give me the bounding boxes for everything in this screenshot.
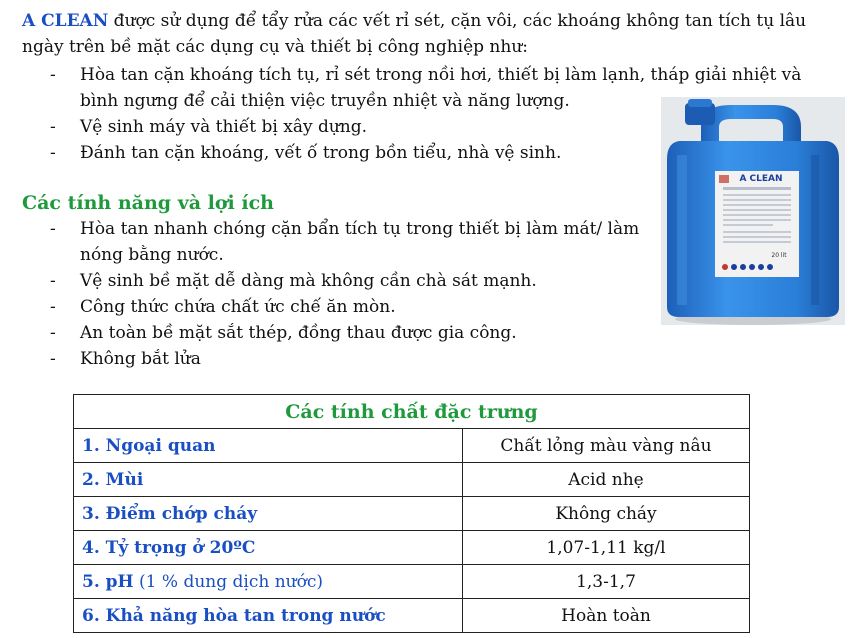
property-key: 1. Ngoại quan — [82, 435, 216, 456]
table-row — [74, 565, 750, 599]
property-key-extra: (1 % dung dịch nước) — [133, 571, 323, 592]
property-key: 5. pH — [82, 571, 134, 592]
brand-name: A CLEAN — [22, 11, 109, 31]
list-item: - Đánh tan cặn khoáng, vết ố trong bồn tiểu, nhà vệ sinh. — [22, 140, 812, 166]
property-value: Acid nhẹ — [463, 463, 750, 497]
table-row — [74, 531, 750, 565]
property-key: 3. Điểm chớp cháy — [82, 503, 258, 524]
table-row — [74, 497, 750, 531]
list-item: - Không bắt lửa — [22, 346, 652, 372]
table-header-row — [74, 395, 750, 429]
property-name — [74, 599, 463, 633]
property-value: 1,07-1,11 kg/l — [463, 531, 750, 565]
property-name — [74, 463, 463, 497]
property-name — [74, 531, 463, 565]
list-item: - An toàn bề mặt sắt thép, đồng thau được gia công. — [22, 320, 652, 346]
label-brand: A CLEAN — [739, 174, 783, 184]
property-name — [74, 429, 463, 463]
property-value: Hoàn toàn — [463, 599, 750, 633]
property-value: Chất lỏng màu vàng nâu — [463, 429, 750, 463]
intro-paragraph — [22, 8, 822, 60]
product-image — [661, 97, 845, 325]
list-item: - Vệ sinh bề mặt dễ dàng mà không cần chà sát mạnh. — [22, 268, 652, 294]
properties-table — [73, 394, 750, 633]
features-list — [22, 216, 652, 372]
property-name — [74, 565, 463, 599]
property-value: Không cháy — [463, 497, 750, 531]
list-item: - Vệ sinh máy và thiết bị xây dựng. — [22, 114, 812, 140]
list-item: - Công thức chứa chất ức chế ăn mòn. — [22, 294, 652, 320]
label-volume: 20 lít — [771, 252, 787, 259]
table-row — [74, 599, 750, 633]
property-name — [74, 497, 463, 531]
intro-text: được sử dụng để tẩy rửa các vết rỉ sét, cặn vôi, các khoáng không tan tích tụ lâu ngày trên bề mặt các dụng cụ và thiết bị công nghiệp như: — [22, 11, 807, 57]
property-key: 4. Tỷ trọng ở 20ºC — [82, 537, 256, 558]
list-item: - Hòa tan nhanh chóng cặn bẩn tích tụ trong thiết bị làm mát/ làm nóng bằng nước. — [22, 216, 652, 268]
property-key: 2. Mùi — [82, 469, 144, 490]
table-row — [74, 429, 750, 463]
table-row — [74, 463, 750, 497]
features-heading: Các tính năng và lợi ích — [22, 192, 274, 214]
table-title: Các tính chất đặc trưng — [74, 395, 750, 429]
property-value: 1,3-1,7 — [463, 565, 750, 599]
canister-icon — [661, 97, 845, 325]
property-key: 6. Khả năng hòa tan trong nước — [82, 605, 386, 626]
list-item: - Hòa tan cặn khoáng tích tụ, rỉ sét trong nồi hơi, thiết bị làm lạnh, tháp giải nhiệt và bình ngưng để cải thiện việc truyền nhiệt và năng lượng. — [22, 62, 812, 114]
